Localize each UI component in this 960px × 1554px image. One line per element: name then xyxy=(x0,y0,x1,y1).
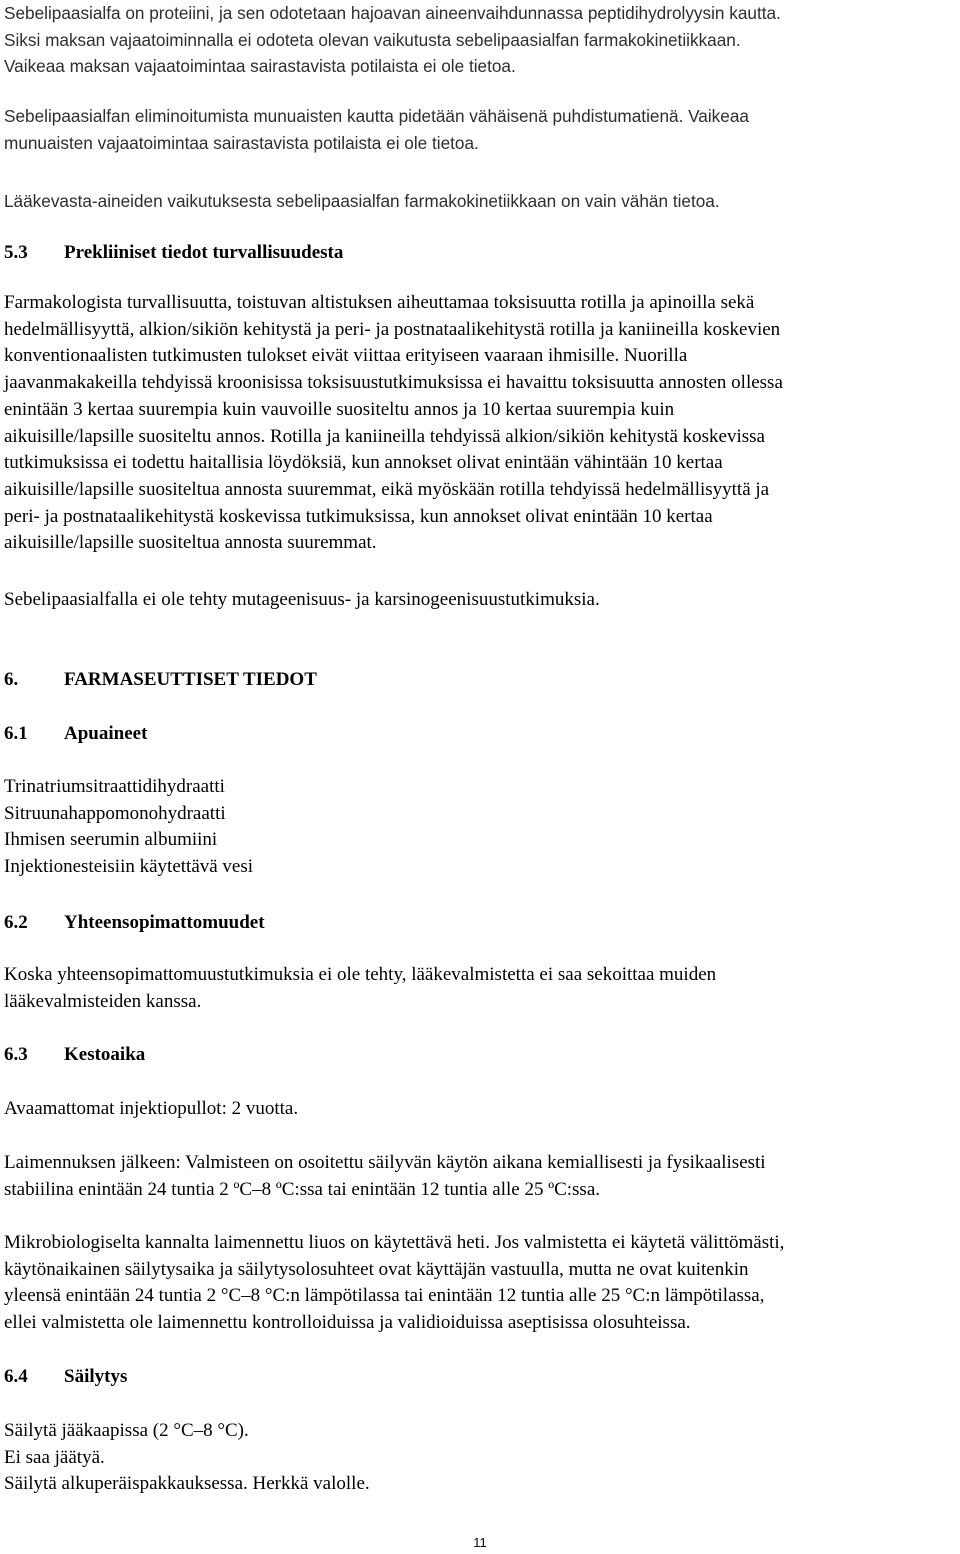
text-line: Sebelipaasialfalla ei ole tehty mutageenisuus- ja karsinogeenisuustutkimuksia. xyxy=(4,589,600,610)
text-line: Siksi maksan vajaatoiminnalla ei odoteta olevan vaikutusta sebelipaasialfan farmakokinetiikkaan. xyxy=(4,29,741,50)
excipients-list xyxy=(4,774,954,881)
text-line: ellei valmistetta ole laimennettu kontrolloiduissa ja validioiduissa aseptisissa olosuhteissa. xyxy=(4,1312,691,1334)
shelf-life-paragraph-2 xyxy=(4,1150,954,1203)
section-title: FARMASEUTTISET TIEDOT xyxy=(64,669,317,690)
preclinical-paragraph xyxy=(4,290,954,557)
section-number: 6. xyxy=(4,669,19,690)
section-title: Yhteensopimattomuudet xyxy=(64,912,265,933)
text-line: aikuisille/lapsille suositeltu annos. Rotilla ja kaniineilla tehdyissä alkion/sikiön kehitystä koskevissa xyxy=(4,425,765,447)
text-line: Avaamattomat injektiopullot: 2 vuotta. xyxy=(4,1098,299,1119)
text-line: enintään 3 kertaa suurempia kuin vauvoille suositeltu annos ja 10 kertaa suurempia kuin xyxy=(4,398,675,420)
text-line: Säilytä jääkaapissa (2 °C–8 °C). xyxy=(4,1420,249,1441)
list-item: Injektionesteisiin käytettävä vesi xyxy=(4,856,254,878)
text-line: Laimennuksen jälkeen: Valmisteen on osoitettu säilyvän käytön aikana kemiallisesti ja fysikaalisesti xyxy=(4,1152,766,1173)
storage-paragraph xyxy=(4,1418,954,1498)
text-line: aikuisille/lapsille suositeltua annosta suuremmat. xyxy=(4,532,377,554)
text-line: Ei saa jäätyä. xyxy=(4,1446,105,1468)
intro-paragraph-2 xyxy=(4,103,954,156)
text-line: peri- ja postnataalikehitystä koskevissa tutkimuksissa, kun annokset olivat enintään 10 kertaa xyxy=(4,505,713,527)
intro-paragraph-3 xyxy=(4,188,954,215)
text-line: tutkimuksissa ei todettu haitallisia löydöksiä, kun annokset olivat enintään vähintään 10 kertaa xyxy=(4,452,723,474)
text-line: Farmakologista turvallisuutta, toistuvan altistuksen aiheuttamaa toksisuutta rotilla ja apinoilla sekä xyxy=(4,292,755,313)
section-title: Kestoaika xyxy=(64,1044,146,1065)
section-title: Säilytys xyxy=(64,1366,128,1387)
section-heading-6-3 xyxy=(4,1042,145,1068)
list-item: Trinatriumsitraattidihydraatti xyxy=(4,776,225,797)
text-line: Mikrobiologiselta kannalta laimennettu liuos on käytettävä heti. Jos valmistetta ei käytetä välittömästi, xyxy=(4,1232,785,1253)
section-number: 6.1 xyxy=(4,723,28,744)
text-line: lääkevalmisteiden kanssa. xyxy=(4,990,202,1012)
text-line: munuaisten vajaatoimintaa sairastavista potilaista ei ole tietoa. xyxy=(4,132,479,153)
text-line: Sebelipaasialfa on proteiini, ja sen odotetaan hajoavan aineenvaihdunnassa peptidihydrolyysin kautta. xyxy=(4,3,781,23)
section-title: Prekliiniset tiedot turvallisuudesta xyxy=(64,242,344,263)
text-line: Koska yhteensopimattomuustutkimuksia ei ole tehty, lääkevalmistetta ei saa sekoittaa muiden xyxy=(4,964,717,985)
section-number: 6.4 xyxy=(4,1366,28,1387)
text-line: Sebelipaasialfan eliminoitumista munuaisten kautta pidetään vähäisenä puhdistumatienä. Vaikeaa xyxy=(4,106,749,126)
intro-paragraph-1 xyxy=(4,0,954,80)
mutagenicity-paragraph xyxy=(4,587,954,614)
section-title: Apuaineet xyxy=(64,723,148,744)
section-heading-6-4 xyxy=(4,1364,127,1390)
list-item: Ihmisen seerumin albumiini xyxy=(4,829,218,851)
text-line: stabiilina enintään 24 tuntia 2 ºC–8 ºC:ssa tai enintään 12 tuntia alle 25 ºC:ssa. xyxy=(4,1178,601,1200)
text-line: Säilytä alkuperäispakkauksessa. Herkkä valolle. xyxy=(4,1473,370,1495)
text-line: Vaikeaa maksan vajaatoimintaa sairastavista potilaista ei ole tietoa. xyxy=(4,56,516,77)
shelf-life-paragraph-1 xyxy=(4,1096,954,1123)
text-line: käytönaikainen säilytysaika ja säilytysolosuhteet ovat käyttäjän vastuulla, mutta ne ovat kuitenkin xyxy=(4,1258,749,1280)
text-line: aikuisille/lapsille suositeltua annosta suuremmat, eikä myöskään rotilla tehdyissä hedelmällisyyttä ja xyxy=(4,478,770,500)
section-number: 5.3 xyxy=(4,242,28,263)
list-item: Sitruunahappomonohydraatti xyxy=(4,802,226,824)
section-heading-6-1 xyxy=(4,721,147,747)
incompatibilities-paragraph xyxy=(4,962,954,1015)
text-line: konventionaalisten tutkimusten tulokset eivät viittaa erityiseen vaaraan ihmisille. Nuorilla xyxy=(4,345,688,367)
section-heading-5-3 xyxy=(4,240,343,266)
section-heading-6-2 xyxy=(4,910,265,936)
section-number: 6.3 xyxy=(4,1044,28,1065)
shelf-life-paragraph-3 xyxy=(4,1230,954,1337)
text-line: hedelmällisyyttä, alkion/sikiön kehitystä ja peri- ja postnataalikehitystä rotilla ja kaniineilla koskevien xyxy=(4,318,781,340)
section-number: 6.2 xyxy=(4,912,28,933)
text-line: yleensä enintään 24 tuntia 2 °C–8 °C:n lämpötilassa tai enintään 12 tuntia alle 25 °C:n lämpötilassa, xyxy=(4,1285,765,1307)
page-number: 11 xyxy=(473,1535,487,1550)
text-line: jaavanmakakeilla tehdyissä kroonisissa toksisuustutkimuksissa ei havaittu toksisuutta annosten ollessa xyxy=(4,372,783,394)
text-line: Lääkevasta-aineiden vaikutuksesta sebelipaasialfan farmakokinetiikkaan on vain vähän tietoa. xyxy=(4,191,720,211)
section-heading-6 xyxy=(4,667,317,693)
